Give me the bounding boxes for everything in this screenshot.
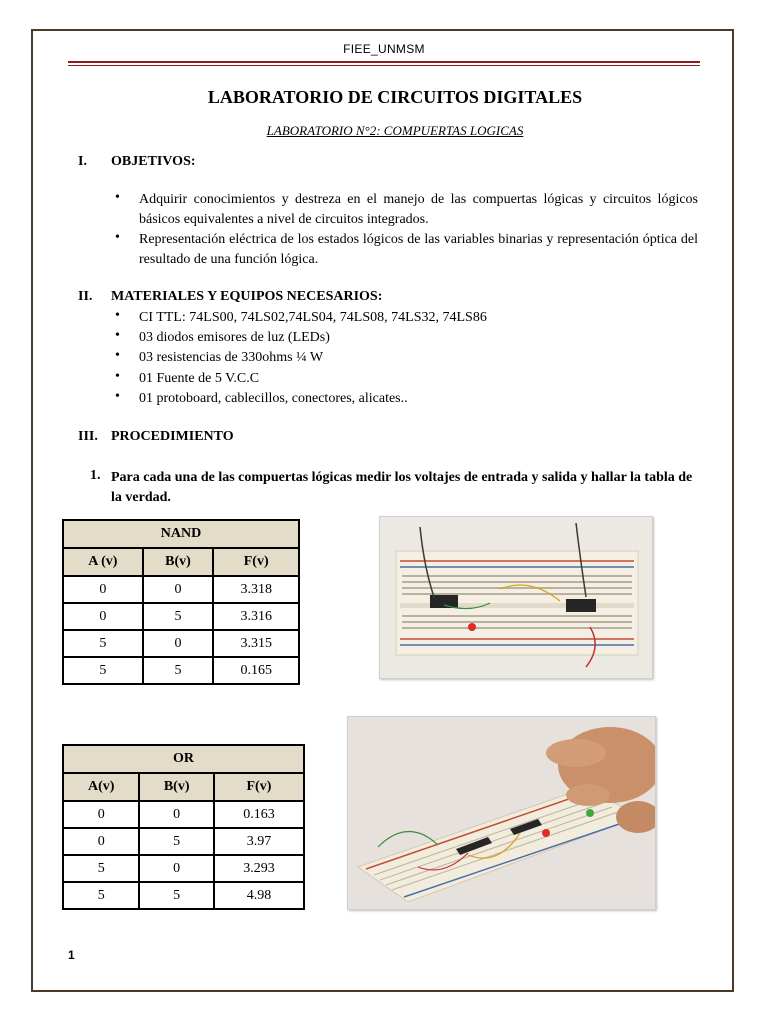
table-cell: 5: [63, 855, 139, 882]
table-cell: 0: [63, 828, 139, 855]
bullet-marker: •: [115, 190, 120, 205]
table-cell: 5: [143, 657, 214, 684]
table-cell: 0: [143, 630, 214, 657]
table-title: OR: [63, 745, 304, 773]
header-rule-thin: [68, 65, 700, 66]
objective-item: Representación eléctrica de los estados lógicos de las variables binarias y representación óptica del resultado de una función lógica.: [139, 232, 698, 267]
section-number: II.: [78, 289, 93, 304]
column-header: A(v): [63, 773, 139, 801]
table-cell: 5: [139, 828, 213, 855]
table-cell: 3.293: [214, 855, 304, 882]
step-text: Para cada una de las compuertas lógicas medir los voltajes de entrada y salida y hallar la tabla de la verdad.: [111, 470, 693, 505]
column-header: A (v): [63, 548, 143, 576]
table-row: [63, 576, 299, 603]
table-title: NAND: [63, 520, 299, 548]
table-cell: 3.318: [213, 576, 299, 603]
section-title-materiales: MATERIALES Y EQUIPOS NECESARIOS:: [111, 289, 383, 304]
document-title: LABORATORIO DE CIRCUITOS DIGITALES: [207, 87, 583, 107]
section-number: I.: [78, 154, 87, 169]
column-header: F(v): [213, 548, 299, 576]
bullet-marker: •: [115, 230, 120, 245]
column-header: B(v): [143, 548, 214, 576]
breadboard-photo-or: [347, 716, 656, 910]
table-row: [63, 801, 304, 828]
table-row: [63, 855, 304, 882]
or-truth-table: [62, 744, 305, 910]
table-cell: 0: [139, 855, 213, 882]
section-number: III.: [78, 429, 98, 444]
bullet-marker: •: [115, 389, 120, 404]
step-number: 1.: [90, 468, 101, 483]
table-cell: 5: [63, 657, 143, 684]
running-header: FIEE_UNMSM: [343, 42, 425, 56]
table-cell: 0: [63, 576, 143, 603]
table-cell: 0: [139, 801, 213, 828]
material-item: 03 resistencias de 330ohms ¼ W: [139, 350, 324, 365]
table-cell: 4.98: [214, 882, 304, 909]
breadboard-photo-nand: [379, 516, 653, 679]
header-rule: [68, 61, 700, 63]
table-row: [63, 882, 304, 909]
table-row: [63, 657, 299, 684]
bullet-marker: •: [115, 348, 120, 363]
bullet-marker: •: [115, 308, 120, 323]
bullet-marker: •: [115, 328, 120, 343]
table-row: [63, 828, 304, 855]
table-cell: 0: [63, 603, 143, 630]
table-cell: 5: [139, 882, 213, 909]
table-cell: 0: [63, 801, 139, 828]
material-item: CI TTL: 74LS00, 74LS02,74LS04, 74LS08, 74LS32, 74LS86: [139, 310, 487, 325]
table-cell: 0: [143, 576, 214, 603]
bullet-marker: •: [115, 369, 120, 384]
column-header: B(v): [139, 773, 213, 801]
table-row: [63, 630, 299, 657]
table-cell: 0.163: [214, 801, 304, 828]
table-cell: 3.97: [214, 828, 304, 855]
breadboard-image: [380, 517, 652, 678]
table-cell: 3.315: [213, 630, 299, 657]
nand-truth-table: [62, 519, 300, 685]
table-cell: 5: [143, 603, 214, 630]
material-item: 03 diodos emisores de luz (LEDs): [139, 330, 330, 345]
table-row: [63, 603, 299, 630]
material-item: 01 protoboard, cablecillos, conectores, alicates..: [139, 391, 408, 406]
page-number: 1: [68, 948, 75, 962]
breadboard-hand-image: [348, 717, 655, 909]
section-title-procedimiento: PROCEDIMIENTO: [111, 429, 234, 444]
table-cell: 5: [63, 630, 143, 657]
column-header: F(v): [214, 773, 304, 801]
section-title-objetivos: OBJETIVOS:: [111, 154, 196, 169]
objective-item: Adquirir conocimientos y destreza en el manejo de las compuertas lógicas y circuitos lógicos básicos equivalentes a nivel de circuitos integrados.: [139, 192, 698, 227]
table-cell: 5: [63, 882, 139, 909]
material-item: 01 Fuente de 5 V.C.C: [139, 371, 260, 386]
table-cell: 0.165: [213, 657, 299, 684]
document-subtitle: LABORATORIO N°2: COMPUERTAS LOGICAS: [266, 123, 524, 138]
table-cell: 3.316: [213, 603, 299, 630]
